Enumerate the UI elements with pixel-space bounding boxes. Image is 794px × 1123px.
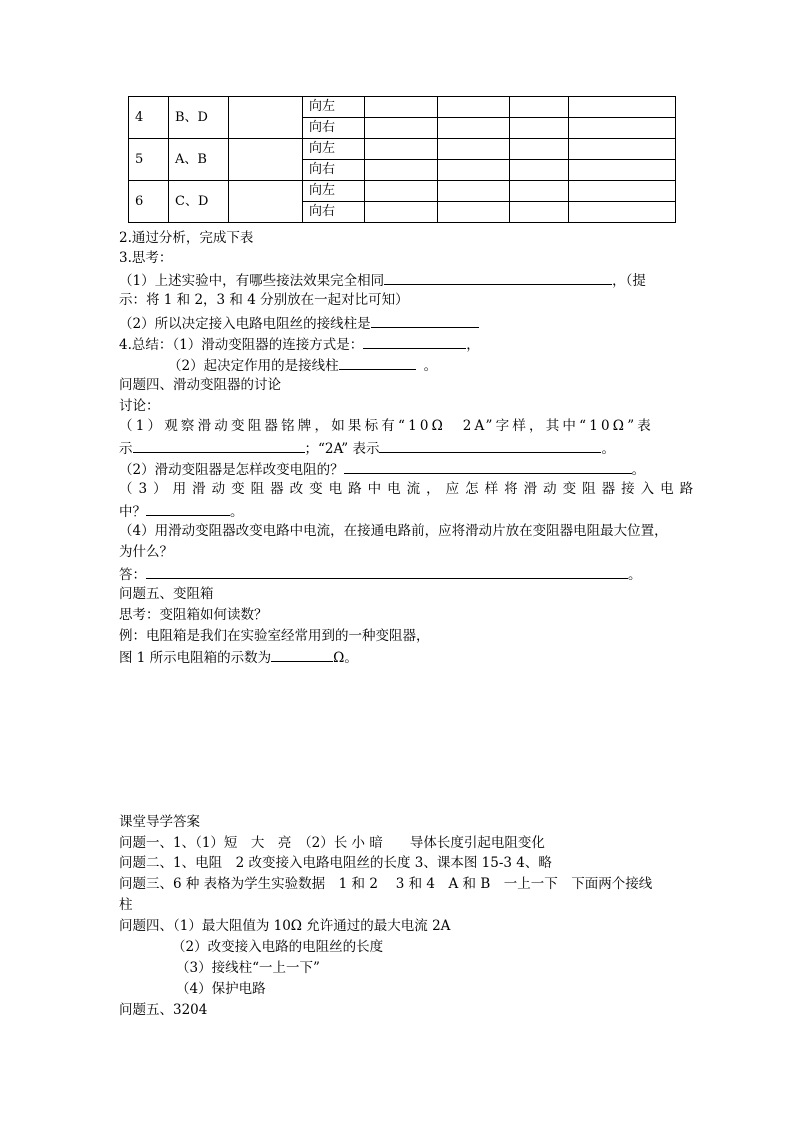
direction-cell: 向右 <box>303 160 365 181</box>
empty-cell <box>510 118 569 139</box>
unit-text: Ω。 <box>333 650 358 666</box>
question-line: （3）用滑动变阻器改变电路中电流，应怎样将滑动变阻器接入电路 <box>119 481 700 497</box>
empty-cell <box>438 139 510 160</box>
answer-item: （4）保护电路 <box>176 981 266 997</box>
empty-cell <box>438 97 510 118</box>
empty-cell <box>438 118 510 139</box>
question-line <box>119 458 645 480</box>
terminals-cell: B、D <box>169 97 229 139</box>
empty-cell <box>569 139 676 160</box>
direction-cell: 向左 <box>303 181 365 202</box>
empty-cell <box>438 160 510 181</box>
empty-cell <box>510 181 569 202</box>
answer-blank[interactable] <box>384 269 612 285</box>
summary-text: 。 <box>423 358 438 374</box>
example-line: 例：电阻箱是我们在实验室经常用到的一种变阻器， <box>119 628 430 644</box>
direction-cell: 向左 <box>303 97 365 118</box>
question-line <box>119 437 615 459</box>
experiment-table <box>128 96 676 223</box>
section-2-heading: 2.通过分析，完成下表 <box>119 230 254 246</box>
summary-text: （2）起决定作用的是接线柱 <box>168 358 339 374</box>
empty-cell <box>569 118 676 139</box>
empty-cell <box>365 181 438 202</box>
table-row <box>129 97 676 118</box>
empty-cell <box>229 181 303 223</box>
answer-item: 问题三、6 种 表格为学生实验数据 1 和 2 3 和 4 A 和 B 一上一下 下面两个接线 <box>119 876 653 892</box>
figure-text: 图 1 所示电阻箱的示数为 <box>119 650 272 666</box>
empty-cell <box>438 181 510 202</box>
answer-end: 。 <box>628 567 642 583</box>
empty-cell <box>510 97 569 118</box>
answer-blank[interactable] <box>271 646 333 662</box>
discussion-label: 讨论： <box>119 398 160 414</box>
answer-blank[interactable] <box>146 563 628 579</box>
question-text: （2）滑动变阻器是怎样改变电阻的？ <box>119 462 344 478</box>
question-line: （4）用滑动变阻器改变电路中电流，在接通电路前，应将滑动片放在变阻器电阻最大位置， <box>119 523 668 539</box>
question-text: 。 <box>601 441 615 457</box>
table-row <box>129 181 676 202</box>
empty-cell <box>365 139 438 160</box>
question-text: 中？ <box>119 504 146 520</box>
row-number: 5 <box>129 139 169 181</box>
question-text: ，（提 <box>612 273 646 289</box>
empty-cell <box>569 97 676 118</box>
answer-item: 问题一、1、（1）短 大 亮 （2）长 小 暗 导体长度引起电阻变化 <box>119 835 545 851</box>
answer-item: 问题五、3204 <box>119 1002 208 1018</box>
row-number: 4 <box>129 97 169 139</box>
question-line <box>119 312 479 334</box>
summary-line <box>168 354 437 376</box>
summary-text: ， <box>466 337 480 353</box>
answer-blank[interactable] <box>344 458 632 474</box>
empty-cell <box>365 118 438 139</box>
answer-blank[interactable] <box>133 437 305 453</box>
empty-cell <box>510 202 569 223</box>
summary-line <box>119 333 480 355</box>
empty-cell <box>365 202 438 223</box>
question-text: 。 <box>631 462 646 478</box>
empty-cell <box>510 139 569 160</box>
think-line: 思考：变阻箱如何读数？ <box>119 607 268 623</box>
problem-5-heading: 问题五、变阻箱 <box>119 586 214 602</box>
question-line: 为什么？ <box>119 544 173 560</box>
question-line <box>119 500 244 522</box>
question-line: 示：将 1 和 2，3 和 4 分别放在一起对比可知） <box>119 292 409 308</box>
empty-cell <box>510 160 569 181</box>
problem-4-heading: 问题四、滑动变阻器的讨论 <box>119 377 281 393</box>
figure-line <box>119 646 358 668</box>
answer-item: 问题二、1、电阻 2 改变接入电路电阻丝的长度 3、课本图 15-3 4、略 <box>119 855 552 871</box>
answer-item: （3）接线柱“一上一下” <box>176 960 320 976</box>
empty-cell <box>438 202 510 223</box>
answer-item: 问题四、（1）最大阻值为 10Ω 允许通过的最大电流 2A <box>119 918 451 934</box>
answer-item: （2）改变接入电路的电阻丝的长度 <box>172 939 384 955</box>
summary-text: 4.总结：（1）滑动变阻器的连接方式是： <box>119 337 364 353</box>
answers-heading: 课堂导学答案 <box>119 814 200 830</box>
empty-cell <box>569 181 676 202</box>
answer-line <box>119 563 642 585</box>
direction-cell: 向左 <box>303 139 365 160</box>
answer-blank[interactable] <box>371 312 479 328</box>
empty-cell <box>229 139 303 181</box>
answer-blank[interactable] <box>339 354 416 370</box>
answer-blank[interactable] <box>363 333 466 349</box>
answer-label: 答： <box>119 567 146 583</box>
question-text: （1）上述实验中，有哪些接法效果完全相同 <box>119 273 385 289</box>
question-line <box>119 269 646 291</box>
empty-cell <box>365 160 438 181</box>
question-line: （1）观察滑动变阻器铭牌，如果标有“10Ω 2A”字样，其中“10Ω”表 <box>119 418 654 434</box>
terminals-cell: C、D <box>169 181 229 223</box>
question-text: 。 <box>230 504 244 520</box>
empty-cell <box>569 202 676 223</box>
empty-cell <box>229 97 303 139</box>
empty-cell <box>365 97 438 118</box>
table-row <box>129 139 676 160</box>
empty-cell <box>569 160 676 181</box>
terminals-cell: A、B <box>169 139 229 181</box>
answer-item: 柱 <box>119 897 133 913</box>
question-text: （2）所以决定接入电路电阻丝的接线柱是 <box>119 316 371 332</box>
row-number: 6 <box>129 181 169 223</box>
section-3-heading: 3.思考： <box>119 250 173 266</box>
answer-blank[interactable] <box>379 437 601 453</box>
direction-cell: 向右 <box>303 202 365 223</box>
question-text: ；“2A” 表示 <box>304 441 380 457</box>
question-text: 示 <box>119 441 133 457</box>
direction-cell: 向右 <box>303 118 365 139</box>
answer-blank[interactable] <box>146 500 230 516</box>
